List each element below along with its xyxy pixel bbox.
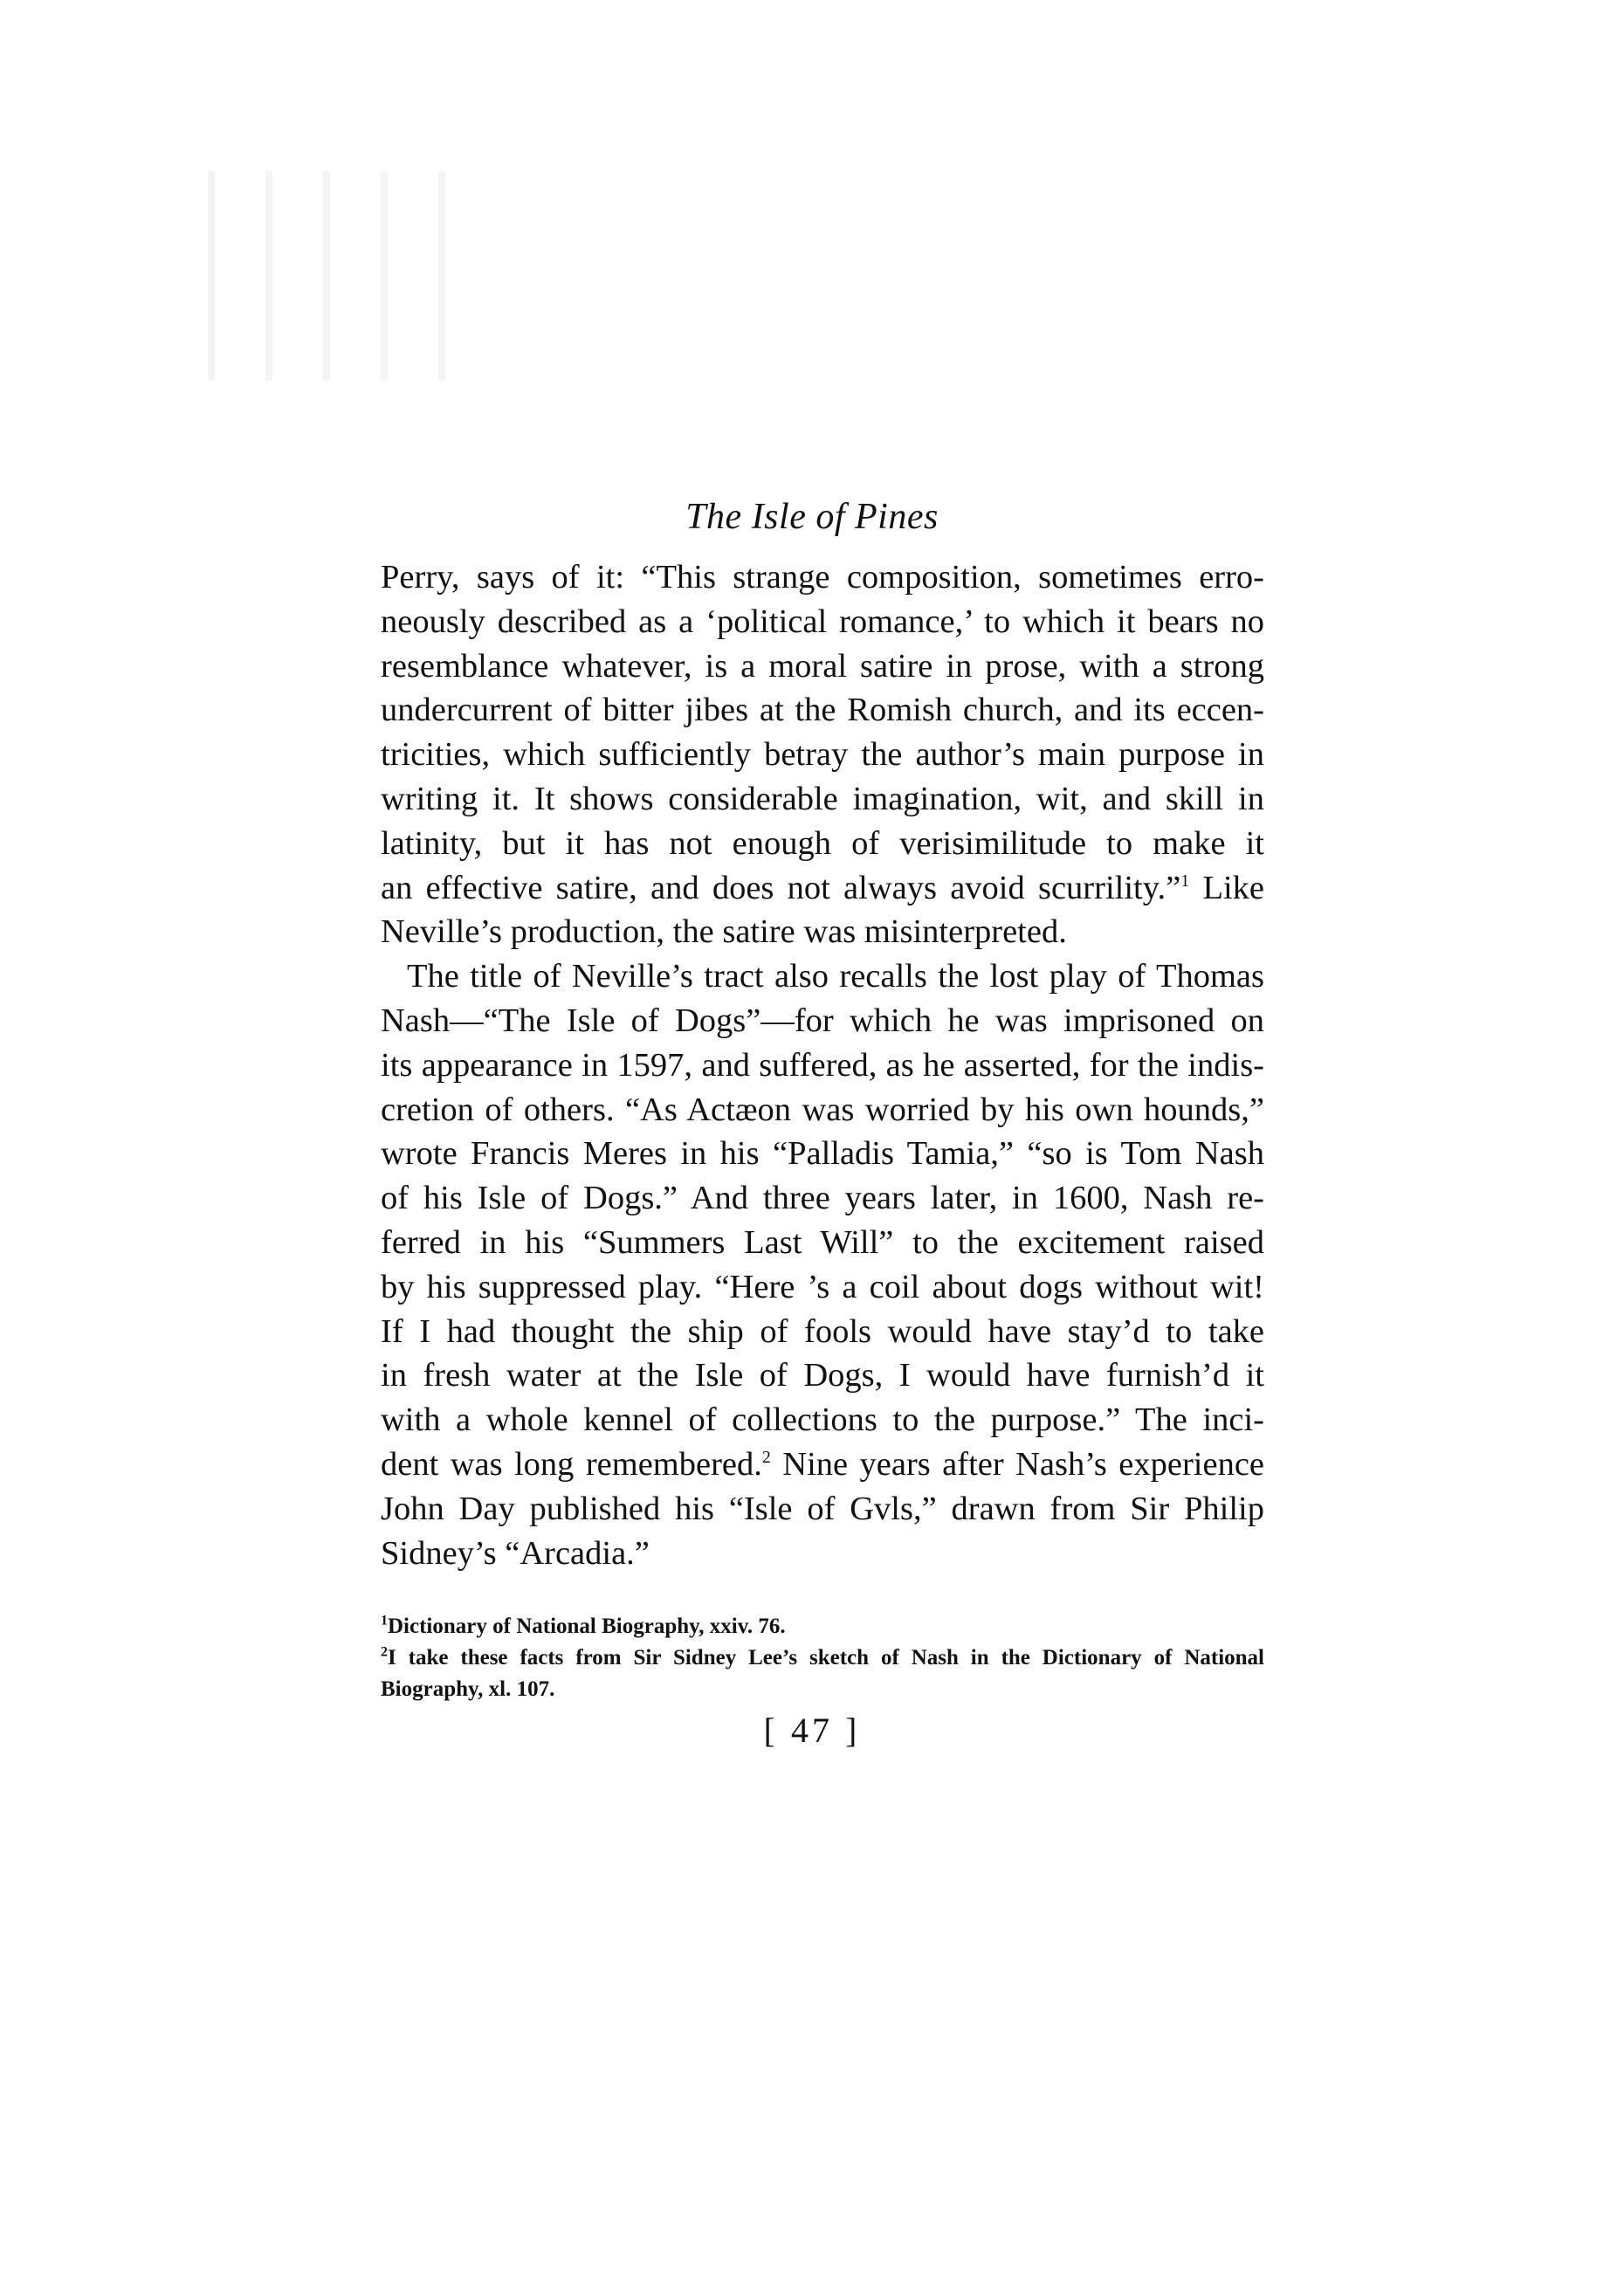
text-segment: an effective satire, and does not always avoid scurrility.” bbox=[381, 869, 1181, 906]
text-line: by his suppressed play. “Here ’s a coil about dogs without wit! bbox=[381, 1268, 1264, 1305]
text-line: neously described as a ‘political romance,’ to which it bears no bbox=[381, 602, 1264, 640]
text-segment: dent was long remembered. bbox=[381, 1445, 762, 1483]
text-segment: Like bbox=[1189, 869, 1264, 906]
scan-artifact-stripe bbox=[265, 171, 272, 381]
footnote bbox=[381, 1611, 1264, 1642]
text-line: of his Isle of Dogs.” And three years later, in 1600, Nash re- bbox=[381, 1180, 1264, 1217]
paragraph bbox=[381, 954, 1264, 1575]
footnotes bbox=[381, 1611, 1264, 1705]
text-segment: Nine years after Nash’s experience bbox=[770, 1445, 1265, 1483]
text-line: The title of Neville’s tract also recalls the lost play of Thomas bbox=[407, 958, 1264, 995]
text-line: wrote Francis Meres in his “Palladis Tamia,” “so is Tom Nash bbox=[381, 1135, 1264, 1173]
running-head: The Isle of Pines bbox=[685, 497, 939, 537]
text-line bbox=[381, 1442, 1264, 1487]
text-line: ferred in his “Summers Last Will” to the excitement raised bbox=[381, 1223, 1264, 1261]
scan-artifact bbox=[208, 171, 557, 381]
text-line: Perry, says of it: “This strange composition, sometimes erro- bbox=[381, 559, 1264, 596]
page-number: [ 47 ] bbox=[763, 1711, 861, 1750]
scan-artifact-stripe bbox=[381, 171, 388, 381]
footnote-text: Dictionary of National Biography, xxiv. 76. bbox=[388, 1615, 786, 1638]
body-text bbox=[381, 555, 1264, 1575]
text-line: latinity, but it has not enough of verisimilitude to make it bbox=[381, 824, 1264, 862]
text-line bbox=[381, 866, 1264, 911]
text-line: its appearance in 1597, and suffered, as he asserted, for the indis- bbox=[381, 1046, 1264, 1084]
scan-artifact-stripe bbox=[208, 171, 215, 381]
footnote bbox=[381, 1642, 1264, 1674]
text-line: resemblance whatever, is a moral satire in prose, with a strong bbox=[381, 647, 1264, 685]
text-line: cretion of others. “As Actæon was worried by his own hounds,” bbox=[381, 1091, 1264, 1128]
footnote-text: I take these facts from Sir Sidney Lee’s sketch of Nash in the Dictionary of National bbox=[388, 1646, 1264, 1670]
text-line: Neville’s production, the satire was misinterpreted. bbox=[381, 913, 1067, 951]
footnote-reference[interactable]: 2 bbox=[761, 1448, 771, 1468]
text-line: with a whole kennel of collections to the purpose.” The inci- bbox=[381, 1401, 1264, 1439]
text-line: tricities, which sufficiently betray the author’s main purpose in bbox=[381, 736, 1264, 774]
footnote-continuation: Biography, xl. 107. bbox=[381, 1677, 555, 1701]
text-line: John Day published his “Isle of Gvls,” drawn from Sir Philip bbox=[381, 1490, 1264, 1527]
text-line: Nash—“The Isle of Dogs”—for which he was imprisoned on bbox=[381, 1002, 1264, 1039]
text-line: writing it. It shows considerable imagination, wit, and skill in bbox=[381, 780, 1264, 817]
paragraph bbox=[381, 555, 1264, 954]
footnote-mark: 1 bbox=[381, 1613, 388, 1628]
footnote-reference[interactable]: 1 bbox=[1180, 871, 1190, 891]
text-line: in fresh water at the Isle of Dogs, I would have furnish’d it bbox=[381, 1357, 1264, 1394]
text-line: If I had thought the ship of fools would have stay’d to take bbox=[381, 1312, 1264, 1350]
text-line: Sidney’s “Arcadia.” bbox=[381, 1534, 650, 1572]
footnote-mark: 2 bbox=[381, 1644, 388, 1660]
scan-artifact-stripe bbox=[438, 171, 445, 381]
scan-artifact-stripe bbox=[323, 171, 330, 381]
text-line: undercurrent of bitter jibes at the Romish church, and its eccen- bbox=[381, 692, 1264, 729]
